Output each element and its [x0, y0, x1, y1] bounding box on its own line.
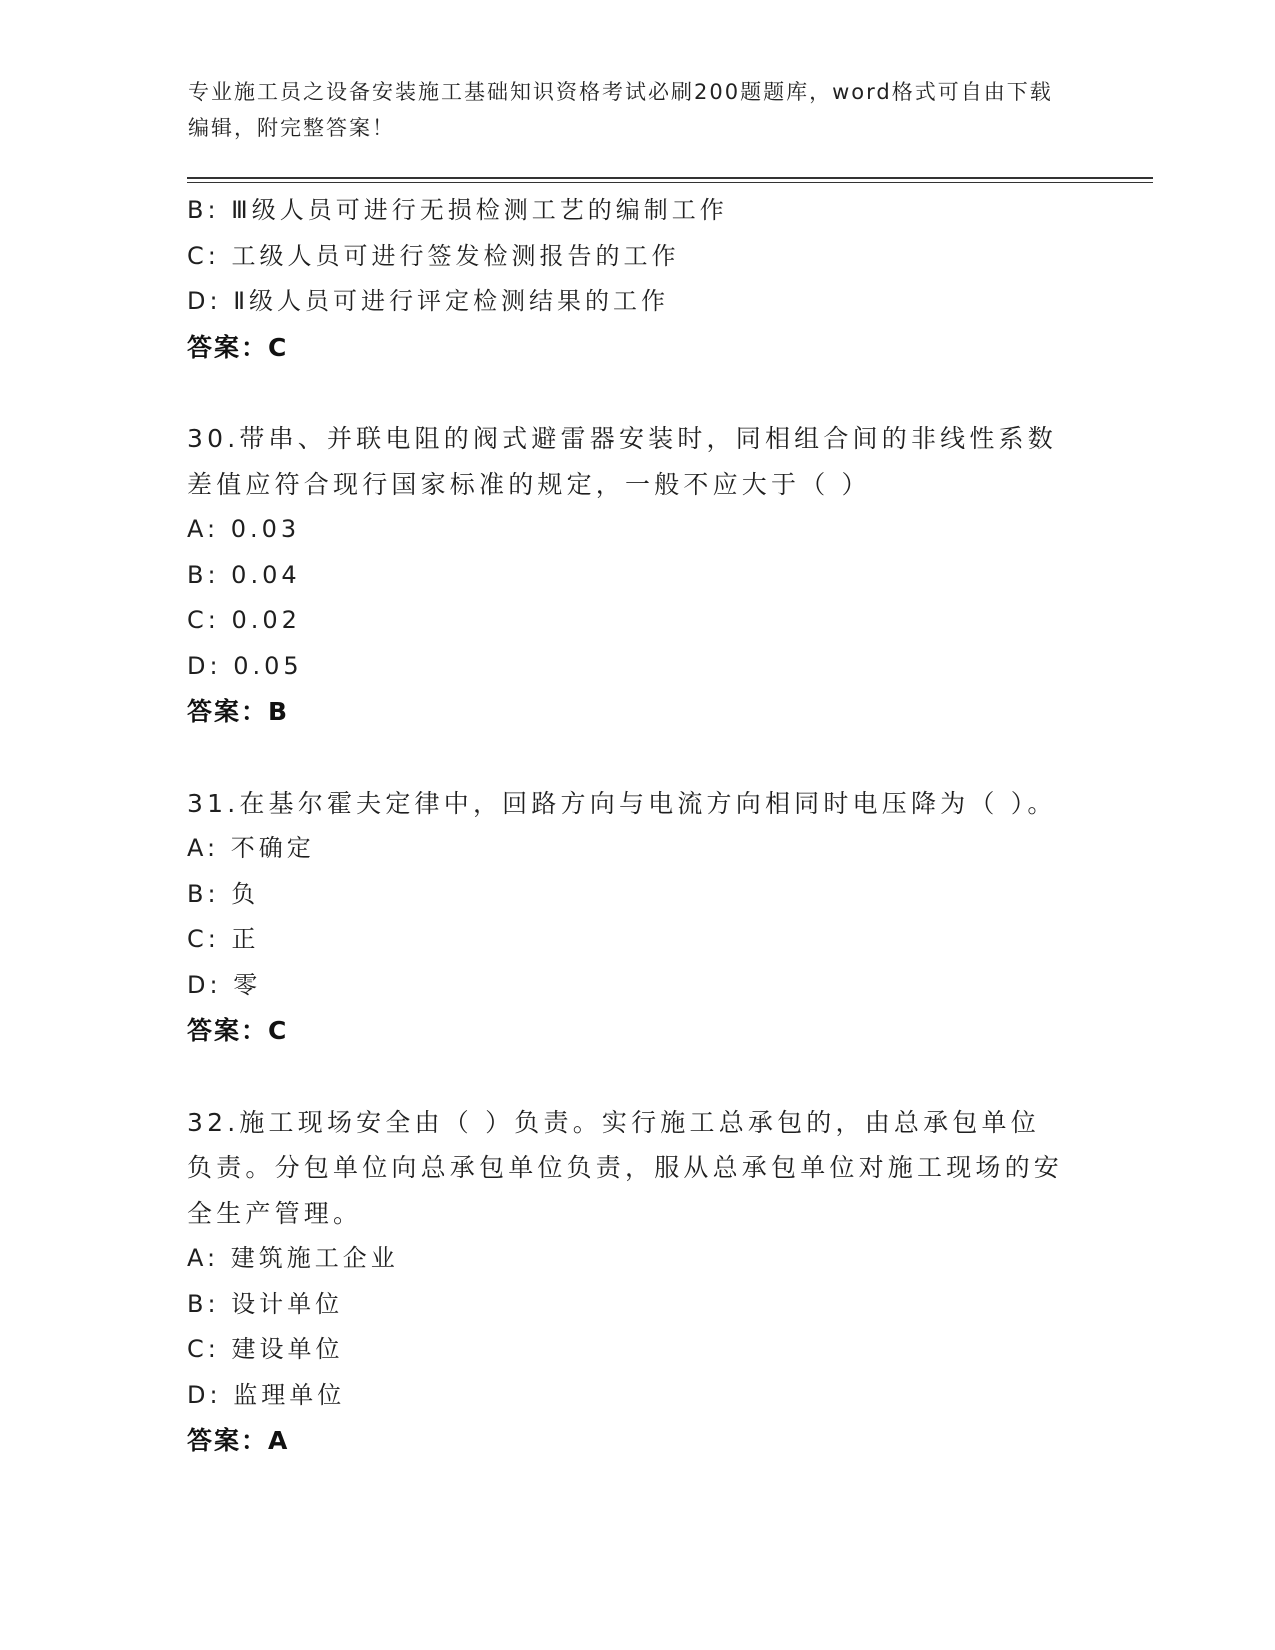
question-spacer	[187, 735, 1087, 781]
option-c: C: 建设单位	[187, 1335, 344, 1363]
option-b: B: 负	[187, 879, 260, 908]
question-spacer	[187, 1054, 1087, 1100]
question-spacer	[187, 370, 1087, 416]
header-divider-thick	[187, 177, 1153, 179]
option-d: D: 零	[187, 970, 262, 999]
option-a: A: 建筑施工企业	[187, 1244, 399, 1272]
option-d: D: 0.05	[187, 651, 303, 680]
question-32	[187, 1100, 1087, 1464]
question-stem: 31.在基尔霍夫定律中，回路方向与电流方向相同时电压降为（ ）。	[187, 788, 1057, 818]
question-stem: 30.带串、并联电阻的阀式避雷器安装时，同相组合间的非线性系数差值应符合现行国家标准的规定，一般不应大于（ ）	[187, 424, 1057, 499]
answer-line: 答案：B	[187, 697, 290, 726]
option-d: D: Ⅱ级人员可进行评定检测结果的工作	[187, 287, 670, 315]
option-b: B: Ⅲ级人员可进行无损检测工艺的编制工作	[187, 196, 728, 224]
option-b: B: 0.04	[187, 560, 301, 589]
option-d: D: 监理单位	[187, 1380, 346, 1409]
answer-line: 答案：C	[187, 1016, 289, 1045]
option-c: C: 工级人员可进行签发检测报告的工作	[187, 241, 680, 270]
option-c: C: 0.02	[187, 606, 301, 634]
answer-line: 答案：C	[187, 332, 289, 362]
question-list	[187, 188, 1087, 1464]
document-header-title: 专业施工员之设备安装施工基础知识资格考试必刷200题题库，word格式可自由下载编辑，附完整答案！	[188, 80, 1053, 140]
answer-line: 答案：A	[187, 1426, 290, 1455]
header-divider-thin	[187, 182, 1153, 183]
option-b: B: 设计单位	[187, 1289, 344, 1318]
option-c: C: 正	[187, 925, 260, 953]
question-30	[187, 416, 1087, 735]
option-a: A: 不确定	[187, 834, 315, 862]
option-a: A: 0.03	[187, 515, 301, 543]
question-stem: 32.施工现场安全由（ ）负责。实行施工总承包的，由总承包单位负责。分包单位向总承包单位负责，服从总承包单位对施工现场的安全生产管理。	[187, 1107, 1064, 1228]
question-29-continued	[187, 188, 1087, 370]
question-31	[187, 781, 1087, 1054]
